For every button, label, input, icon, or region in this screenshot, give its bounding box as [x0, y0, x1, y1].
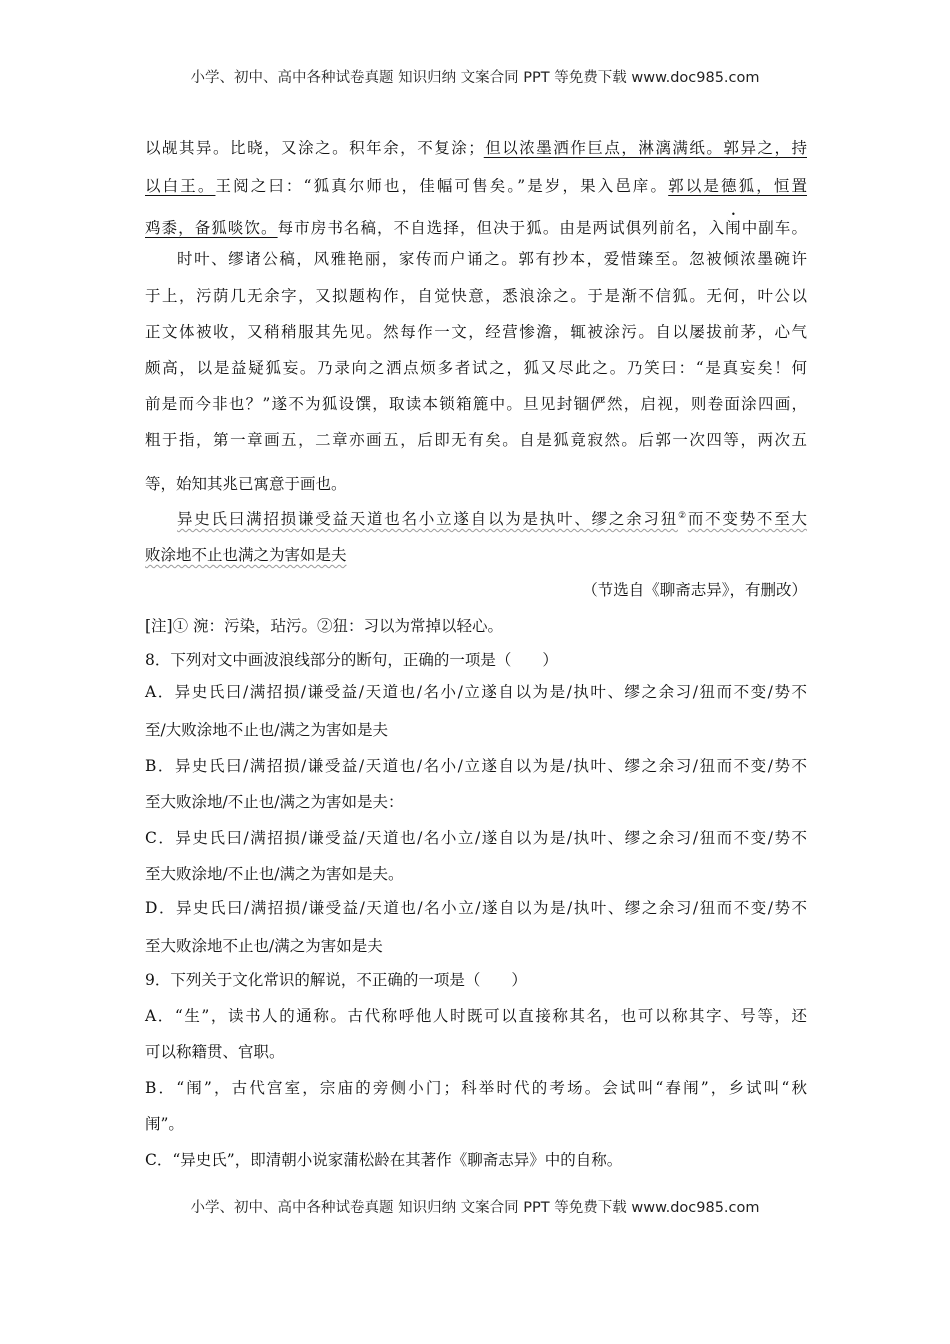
text-segment: 王阅之曰：“狐真尔师也，佳幅可售矣。”是岁，果入邑庠。 [215, 177, 669, 195]
text-line [145, 754, 807, 778]
text-line [145, 247, 807, 271]
text-line [145, 1076, 807, 1100]
text-segment: 粗于指，第一章画五，二章亦画五，后即无有矣。自是狐竟寂然。后郭一次四等，两次五 [145, 431, 807, 449]
text-line [145, 1148, 807, 1172]
text-segment: C．异史氏曰/满招损/谦受益/天道也/名小立/遂自以为是/执叶、缪之余习/狃而不变/势不 [145, 829, 807, 847]
text-segment: A．异史氏曰/满招损/谦受益/天道也/名小/立遂自以为是/执叶、缪之余习/狃而不变/势不 [145, 683, 807, 701]
text-segment: 于上，污荫几无余字，又拟题构作，自觉快意，悉浪涂之。于是渐不信狐。无何，叶公以 [145, 287, 807, 305]
wavy-underlined-text: 败涂地不止也满之为害如是夫 [145, 546, 347, 564]
text-line [145, 648, 807, 672]
text-line [145, 826, 807, 850]
text-line [145, 210, 807, 237]
text-line [145, 507, 807, 531]
text-segment: 以觇其异。比晓，又涂之。积年余，不复涂； [145, 139, 484, 157]
text-line [145, 718, 807, 742]
text-line [145, 356, 807, 380]
text-line [145, 790, 807, 814]
footnote-marker: ② [677, 510, 688, 521]
text-segment: 颇高，以是益疑狐妄。乃录向之洒点烦多者试之，狐又尽此之。乃笑曰：“是真妄矣！何 [145, 359, 807, 377]
text-segment: 前是而今非也？”遂不为狐设馔，取读本锁箱簏中。旦见封锢俨然，启视，则卷面涂四画， [145, 395, 807, 413]
text-segment: 正文体被收，又稍稍服其先见。然每作一文，经营惨澹，辄被涂污。自以屡拔前茅，心气 [145, 323, 807, 341]
text-segment: C．“异史氏”，即清朝小说家蒲松龄在其著作《聊斋志异》中的自称。 [145, 1151, 623, 1169]
emphasis-char: 闱 [725, 219, 742, 237]
text-segment: 每市房书名稿，不自选择，但决于狐。由是两试俱列前名，入 [277, 219, 726, 237]
text-segment: 闱”。 [145, 1115, 184, 1133]
text-line [145, 896, 807, 920]
text-line [145, 968, 807, 992]
text-segment: 9．下列关于文化常识的解说，不正确的一项是（ ） [145, 971, 527, 989]
text-line [145, 934, 807, 958]
text-segment: 中副车。 [741, 219, 807, 237]
text-line [145, 1004, 807, 1028]
text-line [145, 136, 807, 160]
text-line [145, 428, 807, 452]
text-line [145, 614, 807, 638]
text-line [145, 543, 807, 567]
text-segment: 至大败涂地/不止也/满之为害如是夫： [145, 793, 404, 811]
page-footer: 小学、初中、高中各种试卷真题 知识归纳 文案合同 PPT 等免费下载 www.doc985.com [190, 1200, 760, 1216]
text-line [145, 472, 807, 496]
underlined-text: 但以浓墨洒作巨点，淋漓满纸。郭异之，持 [483, 139, 807, 157]
wavy-underlined-text: 而不变势不至大 [687, 510, 807, 528]
text-segment: 8．下列对文中画波浪线部分的断句，正确的一项是（ ） [145, 651, 558, 669]
text-line [145, 1040, 807, 1064]
text-segment: B．“闱”，古代宫室，宗庙的旁侧小门；科举时代的考场。会试叫“春闱”，乡试叫“秋 [145, 1079, 807, 1097]
wavy-underlined-text: 异史氏曰满招损谦受益天道也名小立遂自以为是执叶、缪之余习狃 [177, 510, 678, 528]
text-segment: 可以称籍贯、官职。 [145, 1043, 285, 1061]
text-line [145, 320, 807, 344]
text-segment: [注]① 涴：污染，玷污。②狃：习以为常掉以轻心。 [145, 617, 504, 635]
text-segment: 等，始知其兆已寓意于画也。 [145, 475, 347, 493]
text-line [145, 862, 807, 886]
underlined-text: 郭以是德狐，恒置 [668, 177, 807, 195]
text-segment: 至大败涂地/不止也/满之为害如是夫。 [145, 865, 404, 883]
page-header: 小学、初中、高中各种试卷真题 知识归纳 文案合同 PPT 等免费下载 www.doc985.com [190, 70, 760, 86]
text-line [145, 174, 807, 198]
text-segment: 至/大败涂地不止也/满之为害如是夫 [145, 721, 388, 739]
text-line [145, 284, 807, 308]
text-line [145, 578, 807, 602]
text-line [145, 1112, 807, 1136]
text-line [145, 392, 807, 416]
text-segment: D．异史氏曰/满招损/谦受益/天道也/名小立/遂自以为是/执叶、缪之余习/狃而不变/势不 [145, 899, 807, 917]
text-segment: A．“生”，读书人的通称。古代称呼他人时既可以直接称其名，也可以称其字、号等，还 [145, 1007, 807, 1025]
underlined-text: 鸡黍，备狐啖饮。 [145, 219, 278, 237]
underlined-text: 以白王。 [145, 177, 216, 195]
text-segment: 至大败涂地不止也/满之为害如是夫 [145, 937, 383, 955]
text-line [145, 680, 807, 704]
text-segment: 时叶、缪诸公稿，风雅艳丽，家传而户诵之。郭有抄本，爱惜臻至。忽被倾浓墨碗许 [177, 250, 807, 268]
text-segment: B．异史氏曰/满招损/谦受益/天道也/名小/立遂自以为是/执叶、缪之余习/狃而不变/势不 [145, 757, 807, 775]
text-segment: （节选自《聊斋志异》，有删改） [582, 581, 807, 599]
